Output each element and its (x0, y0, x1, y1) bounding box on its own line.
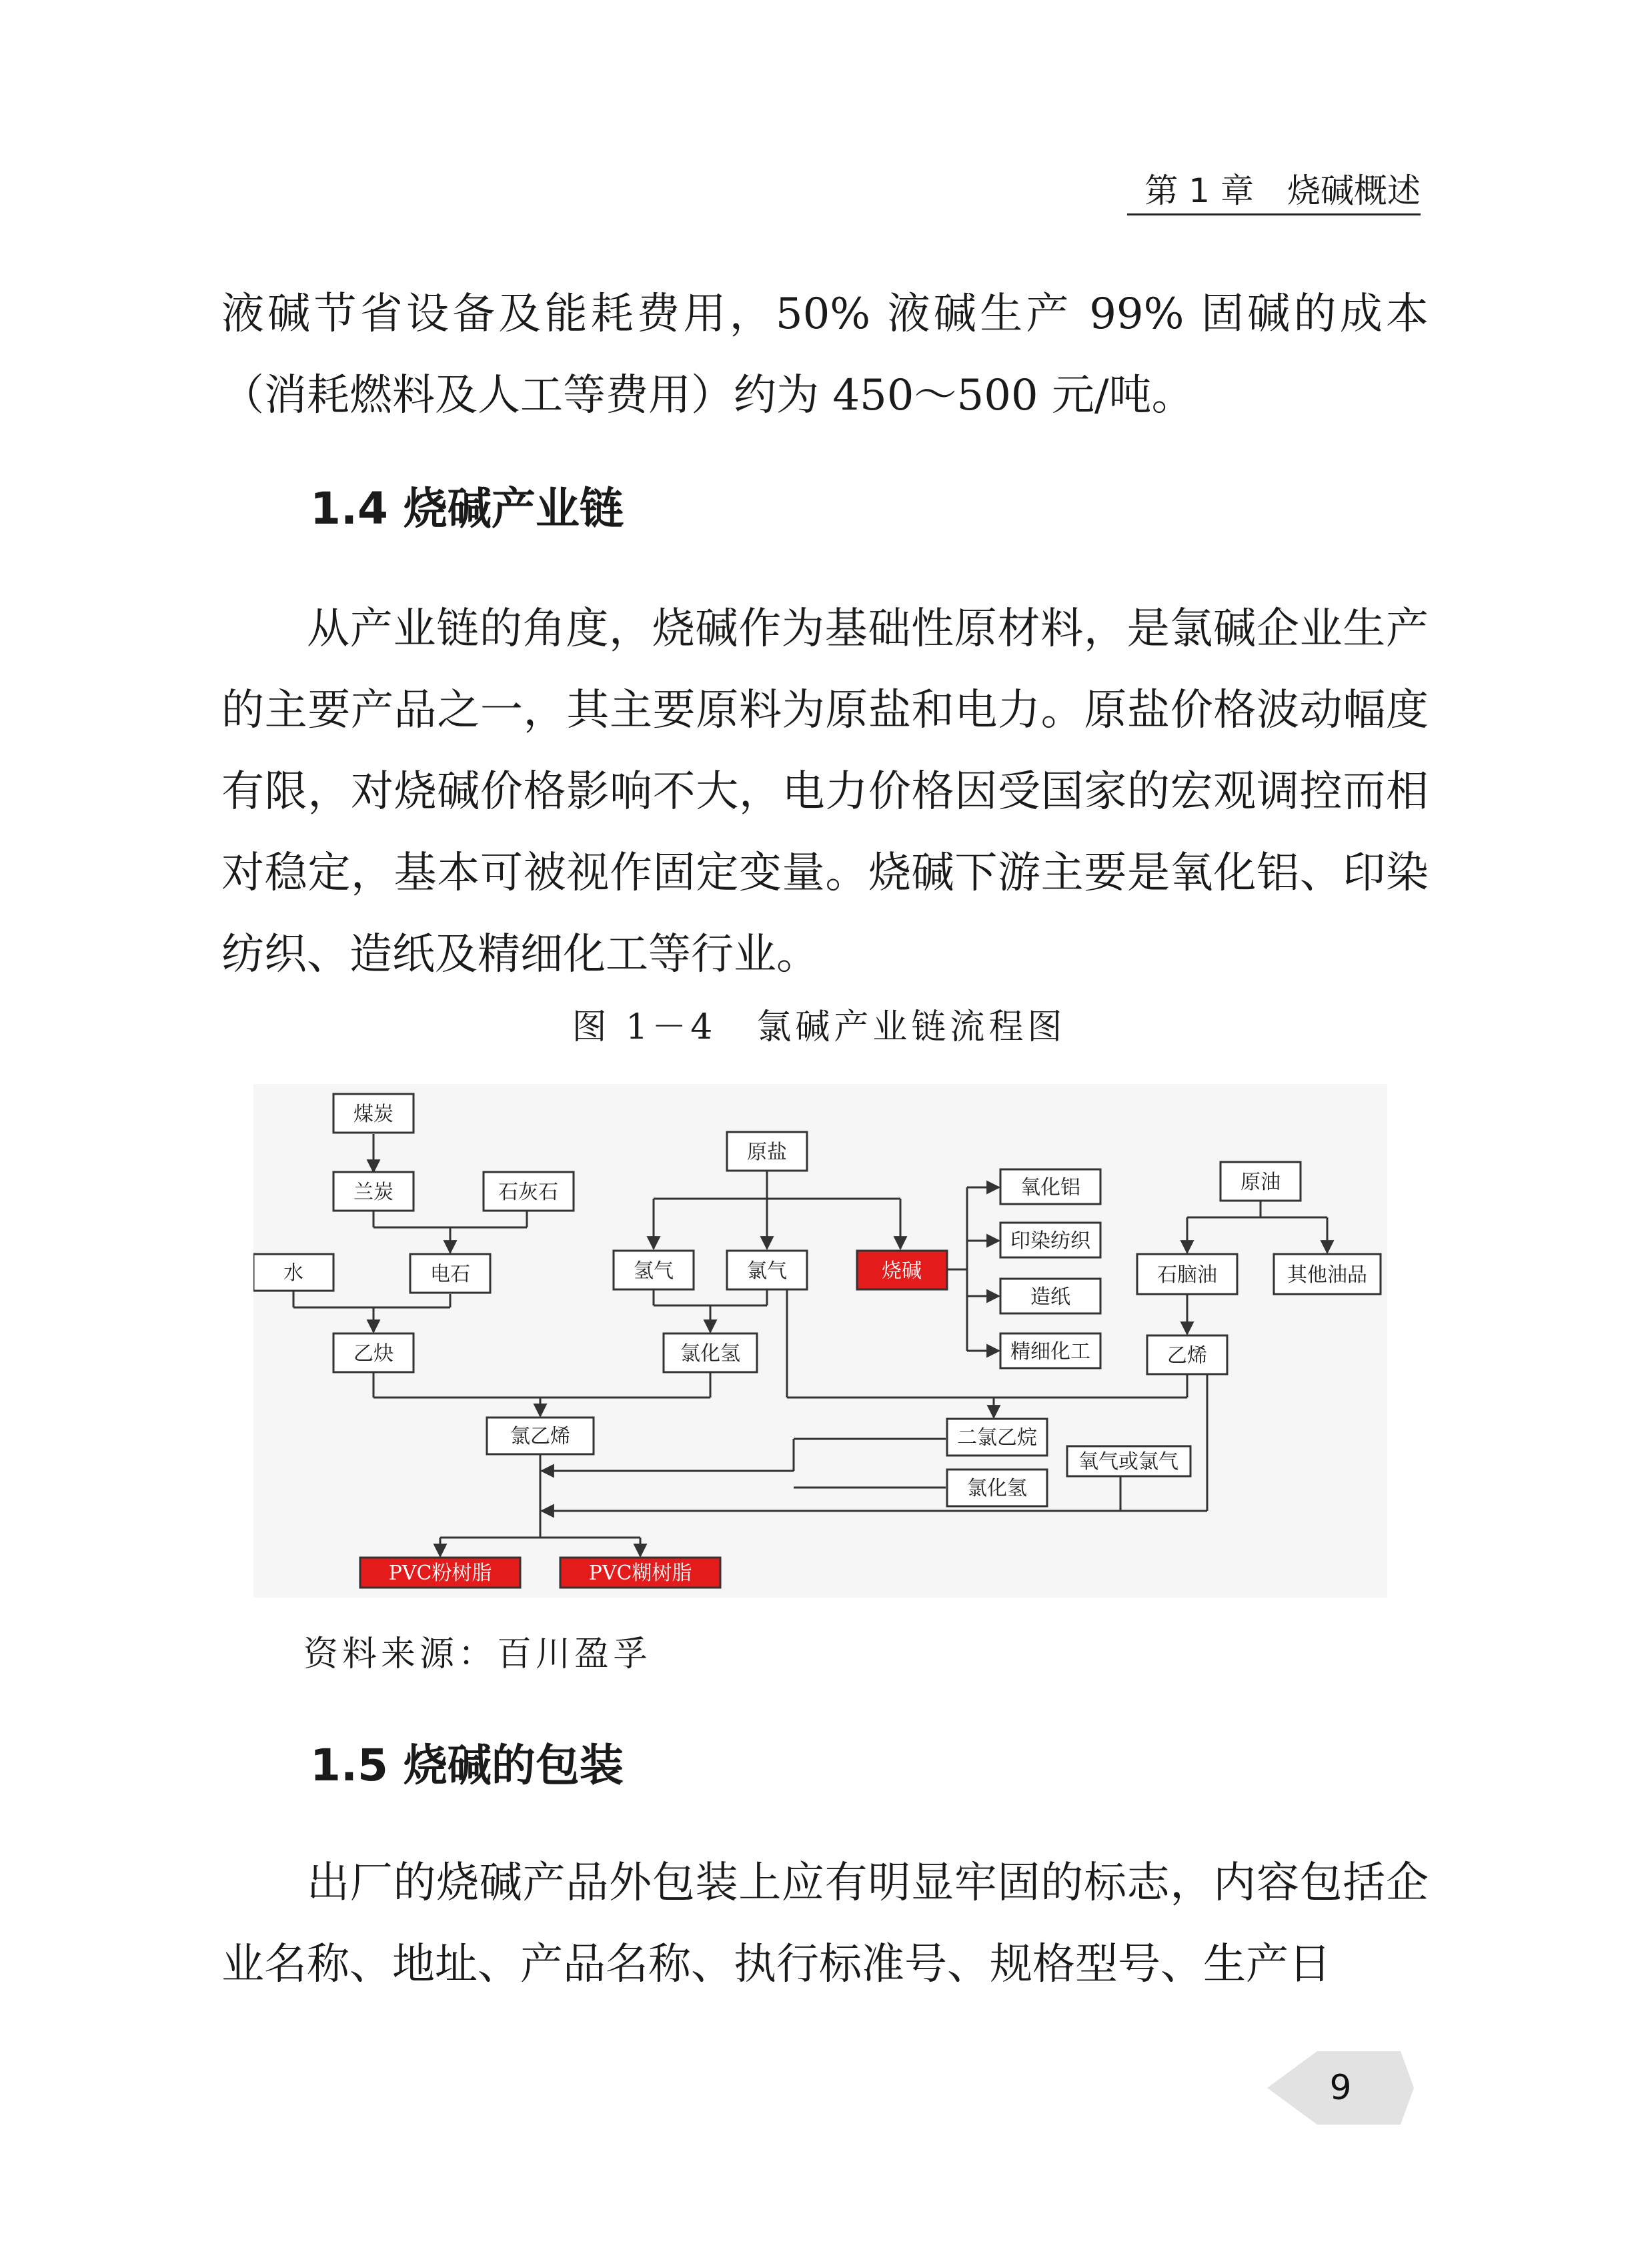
node-edc-label: 二氯乙烷 (957, 1426, 1037, 1450)
node-naphtha (1137, 1254, 1237, 1294)
node-hcl-2-label: 氯化氢 (967, 1477, 1027, 1500)
page-number: 9 (1329, 2068, 1352, 2108)
node-paper (1000, 1279, 1100, 1313)
node-hydrogen (614, 1251, 694, 1289)
node-crude-oil (1220, 1162, 1301, 1201)
node-crude-oil-label: 原油 (1241, 1171, 1281, 1194)
node-carbide (410, 1254, 490, 1293)
node-caustic-soda (857, 1251, 947, 1289)
section-1-5-title: 1.5 烧碱的包装 (310, 1740, 624, 1791)
node-chlorine-label: 氯气 (747, 1259, 787, 1283)
node-pvc-paste-resin (560, 1558, 720, 1588)
node-semicoke (333, 1172, 414, 1211)
node-water (253, 1254, 333, 1291)
node-textile (1000, 1223, 1100, 1257)
node-carbide-label: 电石 (430, 1263, 470, 1286)
running-header: 第 1 章 烧碱概述 (1127, 171, 1421, 215)
node-chlorine (727, 1251, 807, 1289)
figure-source: 资料来源：百川盈孚 (303, 1634, 652, 1674)
node-semicoke-label: 兰炭 (353, 1181, 393, 1204)
node-hcl-2 (947, 1470, 1047, 1506)
node-other-oil (1274, 1254, 1381, 1294)
node-pvc-powder-resin (360, 1558, 520, 1588)
node-limestone (484, 1172, 574, 1211)
node-coal (333, 1094, 414, 1133)
node-caustic-soda-label: 烧碱 (882, 1259, 922, 1283)
node-acetylene-label: 乙炔 (353, 1342, 393, 1365)
node-paper-label: 造纸 (1030, 1285, 1070, 1309)
node-coal-label: 煤炭 (353, 1103, 393, 1126)
node-hydrogen-label: 氢气 (634, 1259, 674, 1283)
node-naphtha-label: 石脑油 (1157, 1263, 1217, 1287)
node-acetylene (333, 1333, 414, 1372)
node-vcm-label: 氯乙烯 (510, 1425, 570, 1448)
page-number-badge (1267, 2048, 1414, 2128)
node-pvc-powder-resin-label: PVC粉树脂 (388, 1562, 492, 1585)
paragraph-top: 液碱节省设备及能耗费用，50% 液碱生产 99% 固碱的成本（消耗燃料及人工等费用）约为 450～500 元/吨。 (221, 290, 1429, 420)
figure-caption (0, 1004, 1638, 1051)
chlor-alkali-flow-diagram (253, 1084, 1387, 1598)
node-pvc-paste-resin-label: PVC糊树脂 (588, 1562, 692, 1585)
paragraph-1-4: 从产业链的角度，烧碱作为基础性原材料，是氯碱企业生产的主要产品之一，其主要原料为原盐和电力。原盐价格波动幅度有限，对烧碱价格影响不大，电力价格因受国家的宏观调控而相对稳定，基本可被视作固定变量。烧碱下游主要是氧化铝、印染纺织、造纸及精细化工等行业。 (221, 604, 1429, 979)
node-raw-salt-label: 原盐 (747, 1141, 787, 1164)
node-other-oil-label: 其他油品 (1287, 1263, 1367, 1287)
node-ethylene-label: 乙烯 (1167, 1344, 1207, 1367)
section-1-4-title: 1.4 烧碱产业链 (310, 483, 624, 534)
node-fine-chemicals-label: 精细化工 (1010, 1340, 1090, 1363)
node-oxygen-or-chlorine-label: 氧气或氯气 (1078, 1450, 1178, 1474)
paragraph-1-5: 出厂的烧碱产品外包装上应有明显牢固的标志，内容包括企业名称、地址、产品名称、执行标准号、规格型号、生产日 (221, 1858, 1429, 1989)
node-water-label: 水 (283, 1261, 303, 1285)
node-raw-salt (727, 1132, 807, 1171)
figure-number: 图 1－4 (572, 1007, 717, 1047)
figure-title: 氯碱产业链流程图 (756, 1007, 1066, 1047)
node-hcl-label: 氯化氢 (680, 1342, 740, 1365)
node-oxygen-or-chlorine (1067, 1446, 1190, 1476)
node-hcl (664, 1333, 757, 1372)
node-ethylene (1147, 1335, 1227, 1374)
node-alumina (1000, 1169, 1100, 1204)
node-textile-label: 印染纺织 (1010, 1229, 1090, 1253)
node-fine-chemicals (1000, 1333, 1100, 1368)
node-vcm (487, 1418, 594, 1454)
node-edc (947, 1419, 1047, 1456)
node-alumina-label: 氧化铝 (1020, 1176, 1080, 1199)
node-limestone-label: 石灰石 (498, 1181, 558, 1204)
